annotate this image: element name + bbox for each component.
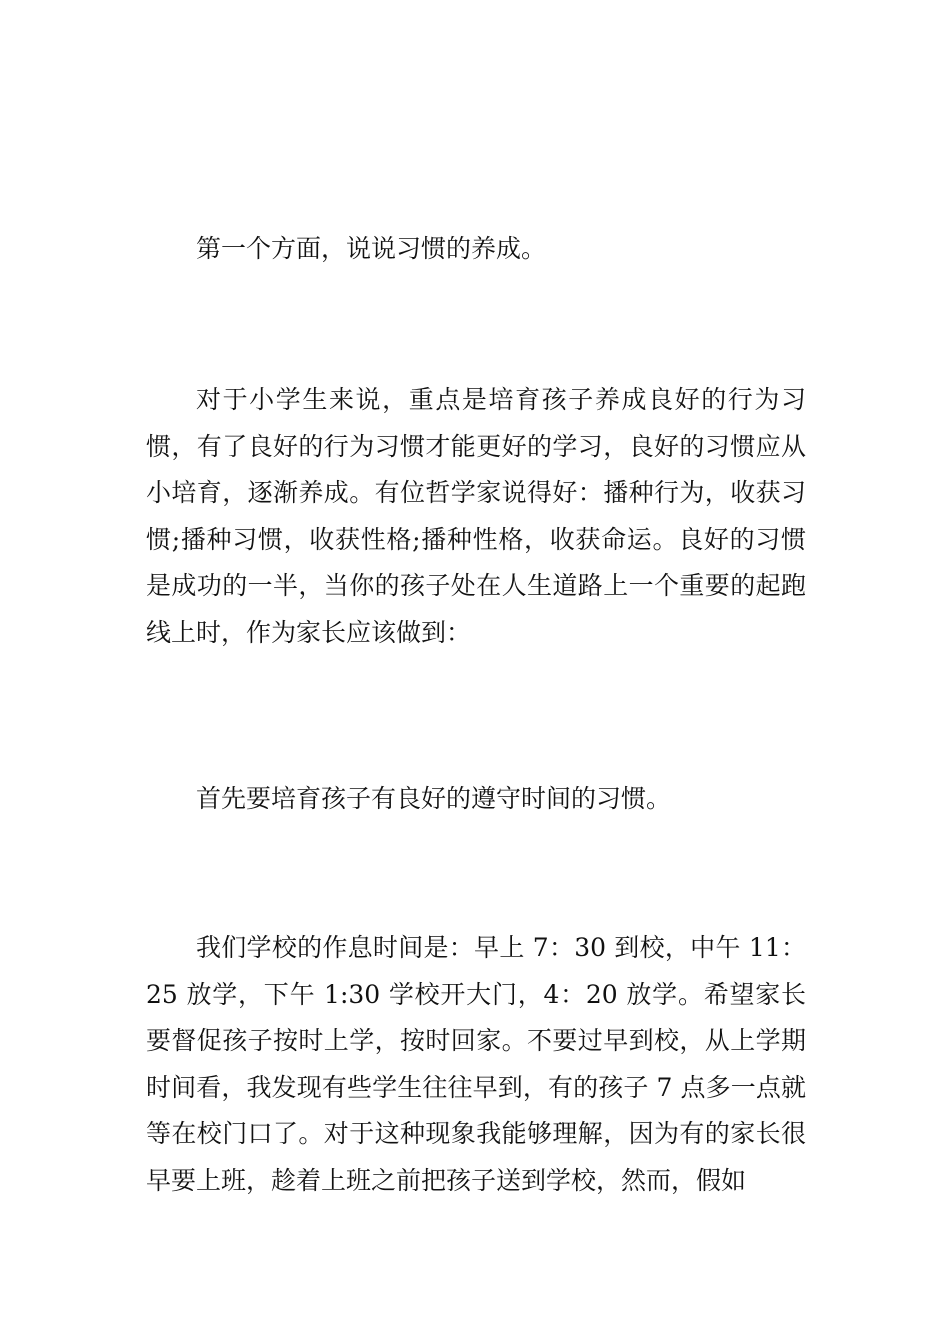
- paragraph-school-schedule: 我们学校的作息时间是：早上 7：30 到校，中午 11：25 放学，下午 1:30 学校开大门，4：20 放学。希望家长要督促孩子按时上学，按时回家。不要过早到校，从上学期时间看，我发现有些学生往往早到，有的孩子 7 点多一点就等在校门口了。对于这种现象我能够理解，因为有的家长很早要上班，趁着上班之前把孩子送到学校，然而，假如: [146, 933, 806, 1195]
- paragraph-punctuality: 首先要培育孩子有良好的遵守时间的习惯。: [196, 784, 672, 813]
- paragraph-good-habits: 对于小学生来说，重点是培育孩子养成良好的行为习惯，有了良好的行为习惯才能更好的学习，良好的习惯应从小培育，逐渐养成。有位哲学家说得好：播种行为，收获习惯;播种习惯，收获性格;播种性格，收获命运。良好的习惯是成功的一半，当你的孩子处在人生道路上一个重要的起跑线上时，作为家长应该做到：: [146, 385, 806, 647]
- paragraph-habit-section-heading: 第一个方面，说说习惯的养成。: [196, 234, 547, 263]
